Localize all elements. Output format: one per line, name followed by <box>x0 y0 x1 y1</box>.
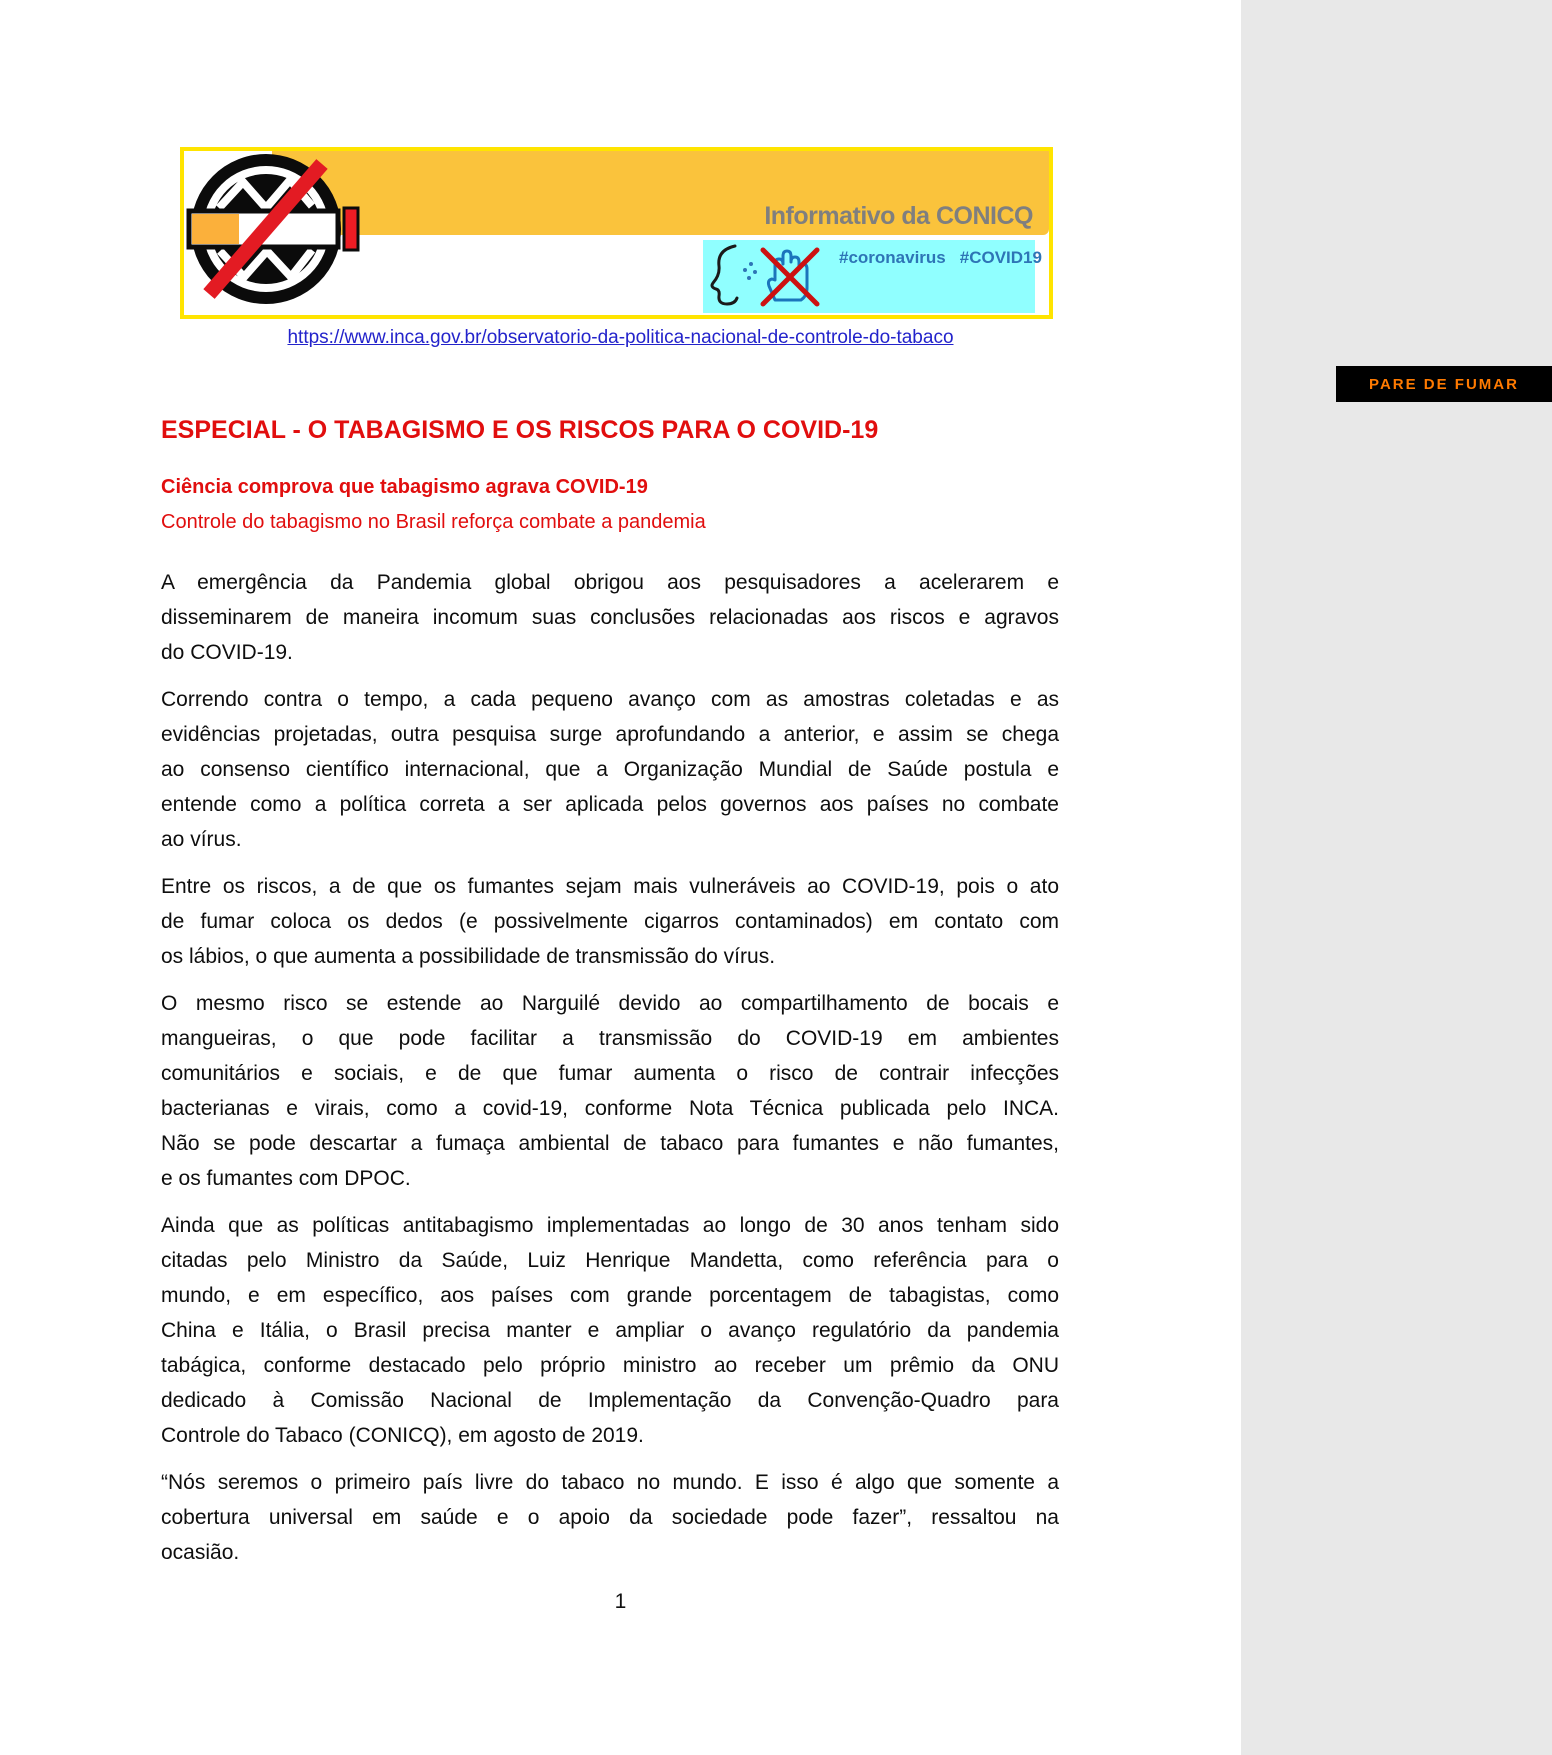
paragraph-line: mangueiras, o que pode facilitar a transmissão do COVID-19 em ambientes <box>161 1027 1059 1050</box>
paragraph-line: citadas pelo Ministro da Saúde, Luiz Henrique Mandetta, como referência para o <box>161 1249 1059 1272</box>
paragraph-line: cobertura universal em saúde e o apoio da sociedade pode fazer”, ressaltou na <box>161 1506 1059 1529</box>
paragraph-line: Ainda que as políticas antitabagismo implementadas ao longo de 30 anos tenham sido <box>161 1214 1059 1237</box>
paragraph <box>161 986 1059 1196</box>
article-body <box>161 565 1059 1570</box>
paragraph <box>161 565 1059 670</box>
paragraph-line: ao consenso científico internacional, que a Organização Mundial de Saúde postula e <box>161 758 1059 781</box>
source-link[interactable]: https://www.inca.gov.br/observatorio-da-politica-nacional-de-controle-do-tabaco <box>287 327 954 348</box>
article <box>161 413 1059 1582</box>
paragraph-line: A emergência da Pandemia global obrigou aos pesquisadores a acelerarem e <box>161 571 1059 594</box>
stop-smoking-box <box>1336 366 1552 402</box>
paragraph-line: do COVID-19. <box>161 641 293 664</box>
paragraph-line: Controle do Tabaco (CONICQ), em agosto de 2019. <box>161 1424 644 1447</box>
paragraph <box>161 1208 1059 1453</box>
blocked-hand-icon <box>763 250 817 304</box>
paragraph-line: disseminarem de maneira incomum suas conclusões relacionadas aos riscos e agravos <box>161 606 1059 629</box>
paragraph-line: e os fumantes com DPOC. <box>161 1167 411 1190</box>
banner-title: Informativo da CONICQ <box>764 202 1033 230</box>
article-subtitles <box>161 470 1059 540</box>
paragraph-line: dedicado à Comissão Nacional de Implementação da Convenção-Quadro para <box>161 1389 1059 1412</box>
paragraph-line: evidências projetadas, outra pesquisa surge aprofundando a anterior, e assim se chega <box>161 723 1059 746</box>
paragraph-line: Não se pode descartar a fumaça ambiental de tabaco para fumantes e não fumantes, <box>161 1132 1059 1155</box>
hashtags <box>839 248 1056 268</box>
sneeze-drops-icon <box>743 262 757 280</box>
stop-smoking-label: PARE DE FUMAR <box>1369 375 1519 393</box>
article-title: ESPECIAL - O TABAGISMO E OS RISCOS PARA O COVID-19 <box>161 416 879 444</box>
paragraph-line: de fumar coloca os dedos (e possivelmente cigarros contaminados) em contato com <box>161 910 1059 933</box>
no-tobacco-logo-icon <box>186 153 366 311</box>
paragraph-line: China e Itália, o Brasil precisa manter e ampliar o avanço regulatório da pandemia <box>161 1319 1059 1342</box>
banner-title-band <box>272 151 1049 235</box>
page-number: 1 <box>614 1590 627 1613</box>
article-subtitle: Controle do tabagismo no Brasil reforça combate a pandemia <box>161 511 706 533</box>
paragraph-line: os lábios, o que aumenta a possibilidade de transmissão do vírus. <box>161 945 776 968</box>
face-profile-icon <box>712 246 737 304</box>
paragraph-line: mundo, e em específico, aos países com grande porcentagem de tabagistas, como <box>161 1284 1059 1307</box>
paragraph <box>161 869 1059 974</box>
paragraph-line: ocasião. <box>161 1541 240 1564</box>
paragraph <box>161 682 1059 857</box>
paragraph-line: entende como a política correta a ser aplicada pelos governos aos países no combate <box>161 793 1059 816</box>
covid-strip <box>703 240 1519 393</box>
source-link-row <box>0 327 1241 349</box>
paragraph-line: Correndo contra o tempo, a cada pequeno avanço com as amostras coletadas e as <box>161 688 1059 711</box>
hashtag-coronavirus: #coronavirus <box>839 248 946 267</box>
hashtag-covid19: #COVID19 <box>959 248 1042 267</box>
article-subtitle-bold: Ciência comprova que tabagismo agrava COVID-19 <box>161 476 648 498</box>
paragraph-line: ao vírus. <box>161 828 242 851</box>
paragraph-line: O mesmo risco se estende ao Narguilé devido ao compartilhamento de bocais e <box>161 992 1059 1015</box>
paragraph-line: Entre os riscos, a de que os fumantes sejam mais vulneráveis ao COVID-19, pois o ato <box>161 875 1059 898</box>
paragraph-line: bacterianas e virais, como a covid-19, conforme Nota Técnica publicada pelo INCA. <box>161 1097 1059 1120</box>
paragraph-line: “Nós seremos o primeiro país livre do tabaco no mundo. E isso é algo que somente a <box>161 1471 1059 1494</box>
paragraph <box>161 1465 1059 1570</box>
paragraph-line: tabágica, conforme destacado pelo próprio ministro ao receber um prêmio da ONU <box>161 1354 1059 1377</box>
paragraph-line: comunitários e sociais, e de que fumar aumenta o risco de contrair infecções <box>161 1062 1059 1085</box>
